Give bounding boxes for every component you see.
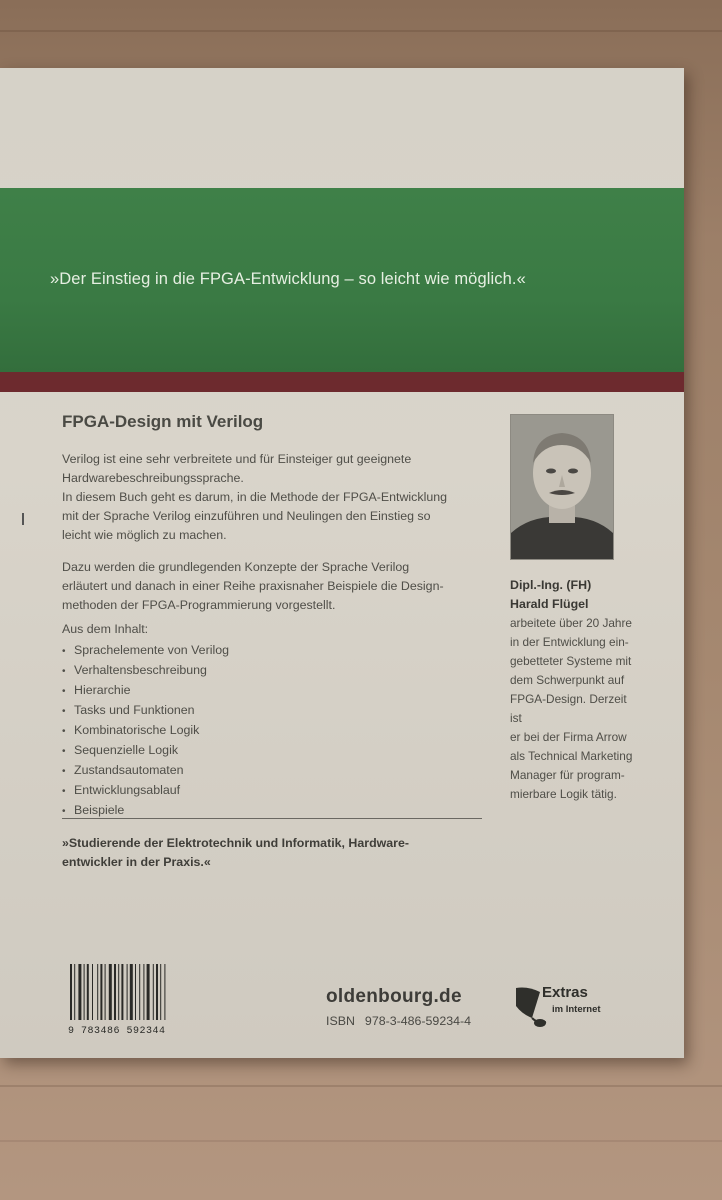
author-photo [510,414,614,560]
divider [62,818,482,819]
book-back-cover [0,68,684,1058]
barcode-bars [68,964,190,1020]
extras-title: Extras [542,984,588,1001]
audience-quote: »Studierende der Elektrotechnik und Informatik, Hardware- entwickler in der Praxis.« [62,836,410,869]
contents-heading: Aus dem Inhalt: [62,622,149,636]
barcode-number: 9 783486 592344 [68,1026,166,1037]
author-portrait-icon [511,415,613,559]
list-item: • Entwicklungsablauf [62,781,229,801]
list-item: • Zustandsautomaten [62,761,229,781]
banner-quote: »Der Einstieg in die FPGA-Entwicklung – so leicht wie möglich.« [50,270,526,288]
author-name: Dipl.-Ing. (FH) Harald Flügel [510,578,592,611]
page-mark [22,513,24,525]
concept-paragraph: Dazu werden die grundlegenden Konzepte der Sprache Verilog erläutert und danach in einer Reihe praxisnaher Beispiele die Design- methoden der FPGA-Programmierung vorgestellt. [62,560,444,612]
list-item: • Hierarchie [62,681,229,701]
list-item: • Beispiele [62,801,229,821]
contents-list [62,641,229,821]
list-item: • Sprachelemente von Verilog [62,641,229,661]
intro-paragraph: Verilog ist eine sehr verbreitete und für Einsteiger gut geeignete Hardwarebeschreibungssprache. In diesem Buch geht es darum, in die Methode der FPGA-Entwicklung mit der Sprache Verilog einzuführen und Neulingen den Einstieg so leicht wie möglich zu machen. [62,452,447,542]
publisher-url: oldenbourg.de [326,986,462,1007]
isbn: ISBN 978-3-486-59234-4 [326,1014,472,1028]
list-item: • Kombinatorische Logik [62,721,229,741]
extras-logo [512,984,632,1034]
red-stripe [0,372,684,392]
list-item: • Verhaltensbeschreibung [62,661,229,681]
list-item: • Tasks und Funktionen [62,701,229,721]
extras-subtitle: im Internet [552,1004,601,1015]
barcode [68,964,190,1037]
author-bio: arbeitete über 20 Jahre in der Entwicklung ein- gebetteter Systeme mit dem Schwerpunkt auf FPGA-Design. Derzeit ist er bei der Firma Arrow als Technical Marketing Manager für program- mierbare Logik tätig. [510,616,633,801]
book-title: FPGA-Design mit Verilog [62,412,264,431]
list-item: • Sequenzielle Logik [62,741,229,761]
